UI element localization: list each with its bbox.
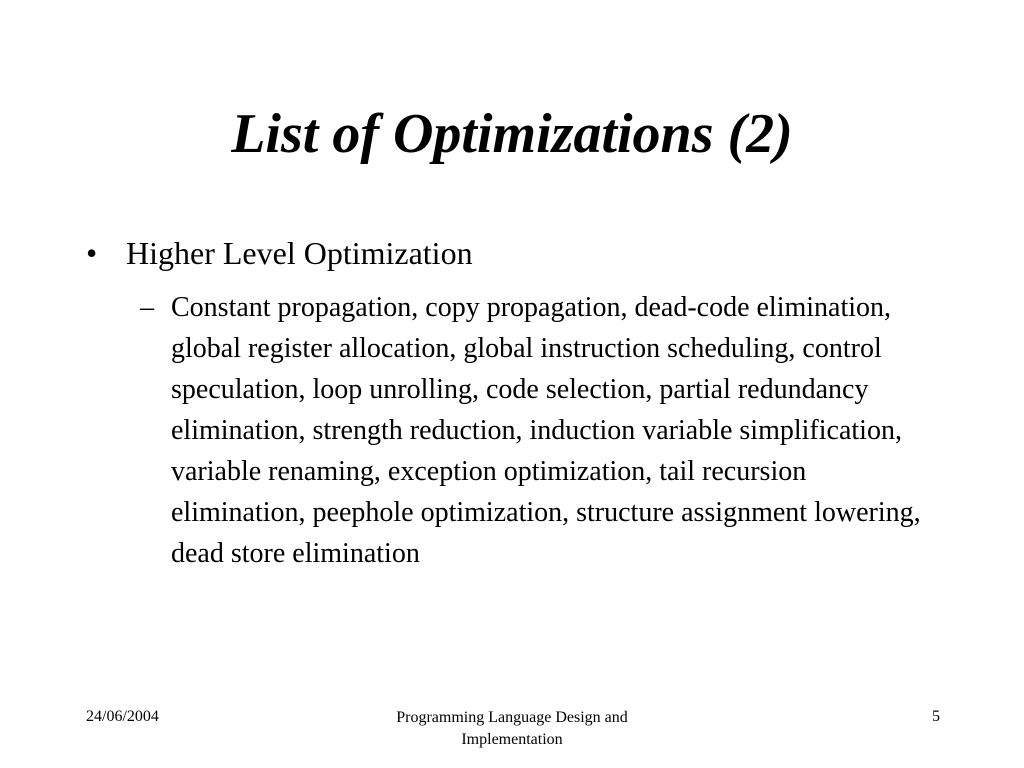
- sub-bullet-marker: –: [140, 292, 154, 323]
- bullet-marker: •: [86, 235, 98, 271]
- footer-page-number: 5: [932, 708, 940, 725]
- footer-date: 24/06/2004: [86, 708, 159, 725]
- sub-bullet-text: Constant propagation, copy propagation, dead-code elimination, global register allocation, global instruction scheduling, control speculation, loop unrolling, code selection, partial redundancy elimination, strength reduction, induction variable simplification, variable renaming, exception optimization, tail recursion elimination, peephole optimization, structure assignment lowering, dead store elimination: [171, 292, 921, 569]
- sub-bullet-item: [140, 287, 940, 574]
- footer-course-title: Programming Language Design and Implementation: [396, 709, 628, 748]
- bullet-text: Higher Level Optimization: [126, 235, 473, 271]
- slide-title: List of Optimizations (2): [231, 103, 793, 165]
- bullet-item: [86, 232, 473, 274]
